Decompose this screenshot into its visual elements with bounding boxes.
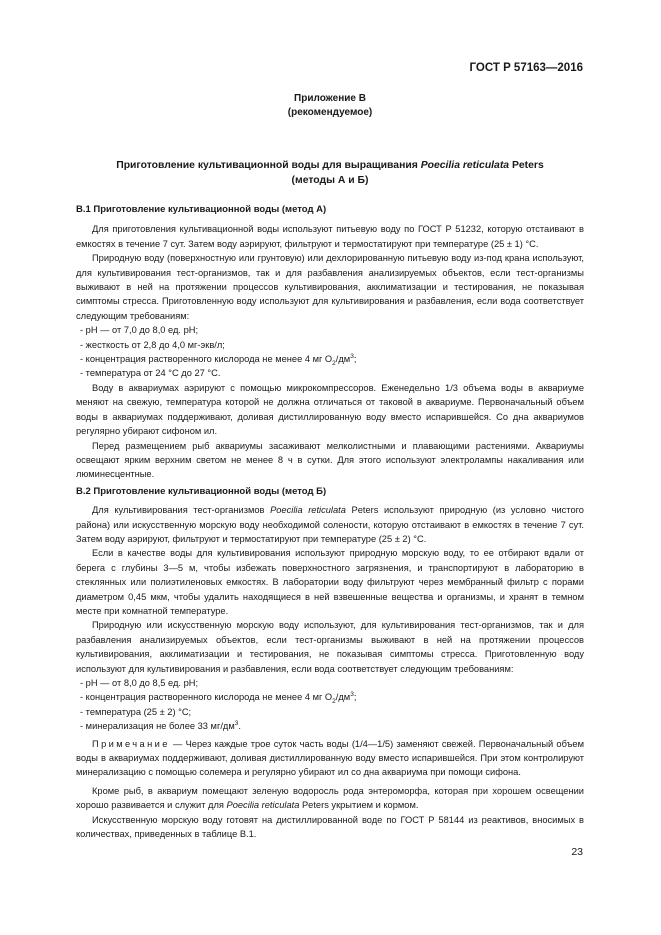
title-text: Приготовление культивационной воды для выращивания [116,160,421,171]
title-line-1 [76,158,584,173]
species-name: Poecilia reticulata [226,800,300,811]
section-2-paragraph [76,503,584,546]
requirement-oxygen [76,352,584,366]
note-text: — Через каждые трое суток часть воды (1/4—1/5) заменяют свежей. Первоначальный объем воды в аквариумах поддерживают, доливая дистиллированную воду вместо испарившейся. При этом контролируют минерализацию с помощью солемера и регулярно убирают ил со дна аквариума при помощи сифона. [76,738,584,778]
oxygen-subscript: 2 [332,698,336,706]
title-species: Poecilia reticulata [420,160,510,171]
section-1-paragraph: Перед размещением рыб аквариумы засаживают мелколистными и плавающими растениями. Аквариумы освещают ярким верхним светом не менее 8 ч в сутки. Для этого используют электролампы накаливания или люминесцентные. [76,440,584,480]
title-suffix: Peters [509,160,544,171]
oxygen-superscript: 3 [350,352,354,360]
requirement-oxygen [76,690,584,704]
note [76,737,584,780]
requirement-hardness: - жесткость от 2,8 до 4,0 мг-экв/л; [80,339,225,350]
paragraph-text: Кроме рыб, в аквариум помещают зеленую водоросль рода энтероморфа, которая при хорошем освещении хорошо развивается и служит для [76,785,584,811]
oxygen-superscript: 3 [350,691,354,699]
section-2-paragraph [76,784,584,813]
section-1-paragraph: Природную воду (поверхностную или грунтовую) или дехлорированную питьевую воду из-под крана используют, для культивирования тест-организмов, так и для разбавления анализируемых объектов, если тест-организмы выживают в ней на протяжении процессов культивирования, акклиматизации и тестирования, не показывая симптомы стресса. Приготовленную воду используют для культивирования и разбавления, если вода соответствует следующим требованиям: [76,253,584,321]
requirement-temperature: - температура от 24 °С до 27 °С. [80,368,221,379]
oxygen-text: - концентрация растворенного кислорода не менее 4 мг O [80,692,333,703]
document-title [76,158,584,188]
paragraph-text: Peters используют природную (из условно чистого района) или искусственную морскую воду необходимой солености, которую отстаивают в емкостях в течение 7 сут. Затем воду аэрируют, фильтруют и термостатируют при температуре (25 ± 2) °С. [76,505,584,544]
title-line-2: (методы А и Б) [291,175,369,186]
note-label: Примечание [92,738,170,749]
paragraph-text: Peters укрытием и кормом. [299,800,419,811]
appendix-label: Приложение В [294,93,366,104]
document-body [76,203,584,841]
section-1-paragraph: Воду в аквариумах аэрируют с помощью микрокомпрессоров. Еженедельно 1/3 объема воды в аквариуме меняют на свежую, температура которой не должна отличаться от таковой в аквариуме. Первоначальный объем воды в аквариумах поддерживают, доливая дистиллированную воду вместо испарившейся. Со дна аквариумов регулярно убирают сифоном ил. [76,382,584,437]
appendix-status: (рекомендуемое) [287,107,373,118]
section-2-paragraph: Если в качестве воды для культивирования используют природную морскую воду, то ее отбирают вдали от берега с глубины 3—5 м, чтобы избежать поверхностного загрязнения, и транспортируют в лабораторию в стеклянных или полиэтиленовых емкостях. В лаборатории воду фильтруют через мембранный фильтр с порами диаметром 0,45 мкм, чтобы удалить находящиеся в ней взвешенные вещества и организмы, и хранят в темном месте при комнатной температуре. [76,548,584,616]
section-2-paragraph: Искусственную морскую воду готовят на дистиллированной воде по ГОСТ Р 58144 из реактивов, вносимых в количествах, приведенных в таблице В.1. [76,814,584,840]
section-2-paragraph: Природную или искусственную морскую воду используют, для культивирования тест-организмов, так и для разбавления анализируемых объектов, если тест-организмы выживают в ней на протяжении процессов культивирования, акклиматизации и тестирования, не показывая симптомы стресса. Приготовленную воду используют для культивирования и разбавления, если вода соответствует следующим требованиям: [76,620,584,674]
requirement-ph: - pH — от 7,0 до 8,0 ед. pH; [80,325,199,336]
paragraph-text: Для культивирования тест-организмов [92,505,271,516]
salinity-text: - минерализация не более 33 мг/дм [80,721,235,732]
salinity-end: . [238,721,241,732]
requirement-ph: - pH — от 8,0 до 8,5 ед. pH; [80,678,199,688]
appendix-heading [76,92,584,120]
page-number: 23 [571,846,583,858]
oxygen-end: ; [353,354,357,365]
section-1-heading: В.1 Приготовление культивационной воды (метод А) [76,204,327,215]
oxygen-subscript: 2 [332,359,336,367]
section-2-heading: В.2 Приготовление культивационной воды (метод Б) [76,485,327,497]
section-1-paragraph: Для приготовления культивационной воды используют питьевую воду по ГОСТ Р 51232, которую отстаивают в емкостях в течение 7 сут. Затем воду аэрируют, фильтруют и термостатируют при температуре (25 ± 1) °С. [76,224,584,249]
oxygen-text: - концентрация растворенного кислорода не менее 4 мг O [80,354,333,365]
requirement-salinity [76,719,584,733]
oxygen-unit: /дм [335,692,351,703]
oxygen-end: ; [353,692,357,703]
salinity-superscript: 3 [234,720,239,728]
species-name: Poecilia reticulata [270,505,346,516]
standard-number: ГОСТ Р 57163—2016 [469,62,583,74]
requirement-temperature: - температура (25 ± 2) °С; [80,706,192,717]
oxygen-unit: /дм [335,354,351,365]
